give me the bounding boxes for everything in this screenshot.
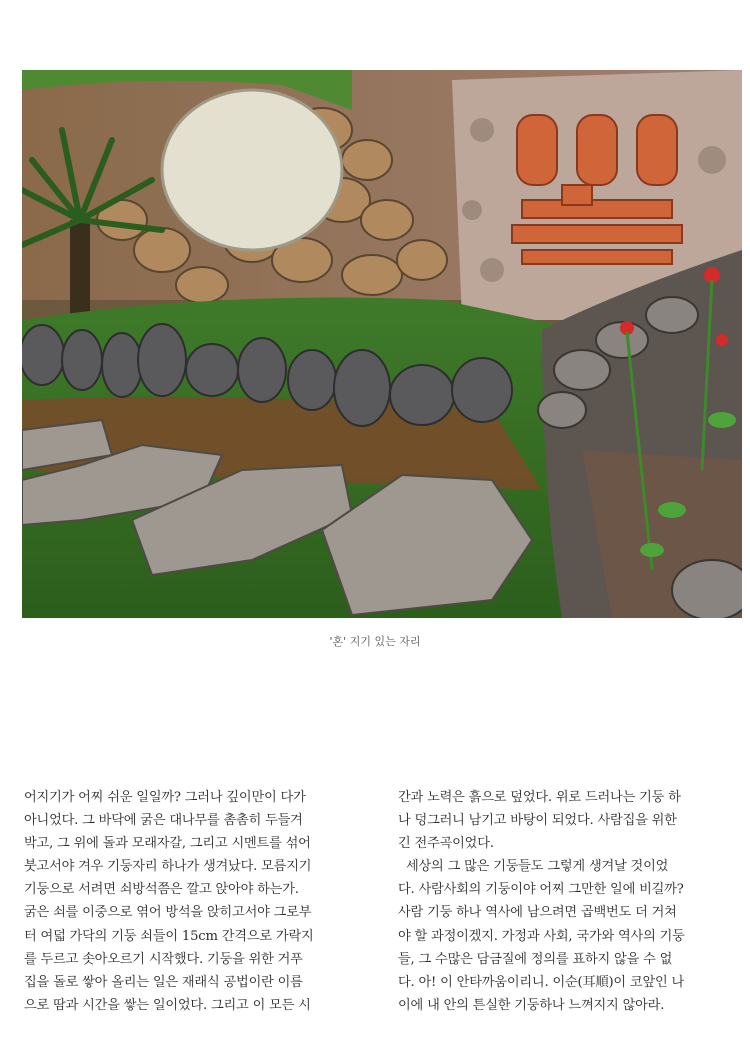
text-line: 어지기가 어찌 쉬운 일일까? 그러나 깊이만이 다가 (24, 790, 306, 805)
text-line: 긴 전주곡이었다. (398, 836, 494, 852)
text-line: 박고, 그 위에 돌과 모래자갈, 그리고 시멘트를 섞어 (24, 836, 311, 852)
text-line: 세상의 그 많은 기둥들도 그렇게 생겨날 것이었 (398, 859, 669, 875)
text-line: 나 덩그러니 남기고 바탕이 되었다. 사람집을 위한 (398, 813, 677, 829)
text-line: 굵은 쇠를 이중으로 엮어 방석을 앉히고서야 그로부 (24, 905, 312, 921)
text-line: 아니었다. 그 바닥에 굵은 대나무를 촘촘히 두들겨 (24, 813, 303, 829)
text-line: 붓고서야 겨우 기둥자리 하나가 생겨났다. 모름지기 (24, 859, 312, 875)
right-text-column (398, 786, 748, 1017)
text-line: 를 두르고 솟아오르기 시작했다. 기둥을 위한 거푸 (24, 951, 303, 967)
text-line: 기둥으로 서려면 쇠방석쯤은 깔고 앉아야 하는가. (24, 882, 299, 898)
text-line: 사람 기둥 하나 역사에 남으려면 곱백번도 더 거쳐 (398, 905, 677, 921)
text-line: 들, 그 수많은 담금질에 정의를 표하지 않을 수 없 (398, 951, 673, 967)
garden-photo (22, 70, 742, 618)
text-line: 다. 아! 이 안타까움이리니. 이순(耳順)이 코앞인 나 (398, 974, 685, 990)
text-line: 으로 땀과 시간을 쌓는 일이었다. 그리고 이 모든 시 (24, 997, 311, 1013)
text-line: 이에 내 안의 튼실한 기둥하나 느껴지지 않아라. (398, 997, 665, 1013)
left-text-column (24, 786, 380, 1017)
photo-caption: '혼' 지기 있는 자리 (329, 635, 421, 648)
text-line: 야 할 과정이겠지. 가정과 사회, 국가와 역사의 기둥 (398, 928, 685, 944)
text-line: 간과 노력은 흙으로 덮었다. 위로 드러나는 기둥 하 (398, 790, 681, 805)
text-line: 터 여덟 가닥의 기둥 쇠들이 15cm 간격으로 가락지 (24, 928, 314, 944)
text-line: 다. 사람사회의 기둥이야 어찌 그만한 일에 비길까? (398, 882, 684, 898)
garden-photo-illustration (22, 70, 742, 618)
text-line: 집을 돌로 쌓아 올리는 일은 재래식 공법이란 이름 (24, 974, 303, 990)
